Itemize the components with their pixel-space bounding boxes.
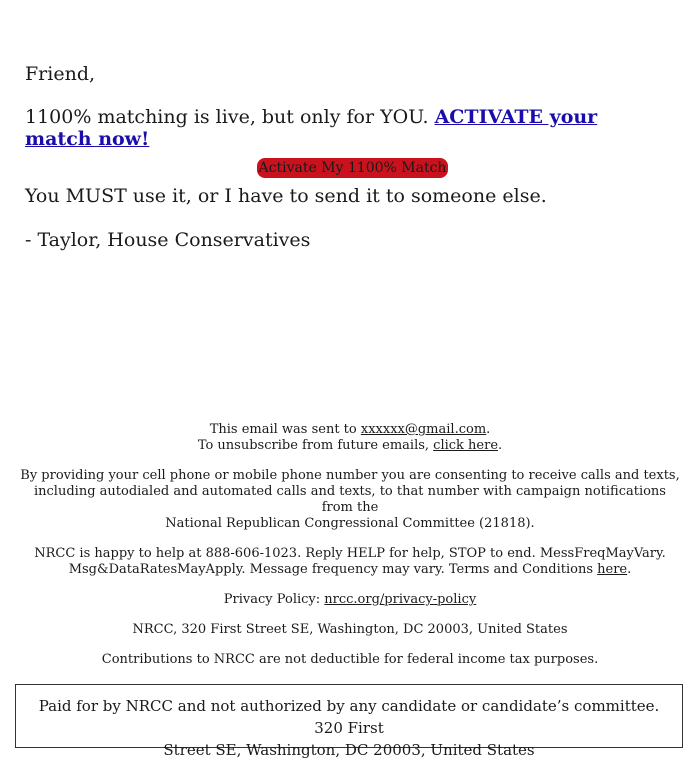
consent-notice (20, 468, 680, 532)
unsubscribe-period: . (498, 438, 503, 453)
activate-match-link[interactable]: ACTIVATE your match now! (25, 106, 598, 150)
consent-line-2: including autodialed and automated calls and texts, to that number with campaign notifications from the (34, 484, 666, 515)
cta-button-wrapper (60, 157, 645, 179)
help-line-2 (20, 562, 680, 578)
match-text: 1100% matching is live, but only for YOU. (25, 106, 435, 128)
sent-to-period: . (486, 422, 491, 437)
terms-link[interactable]: here (597, 562, 628, 577)
consent-line-3: National Republican Congressional Committee (21818). (165, 516, 535, 531)
privacy-line (20, 592, 680, 608)
help-line-1: NRCC is happy to help at 888-606-1023. Reply HELP for help, STOP to end. MessFreqMayVary. (34, 546, 666, 561)
help-notice (20, 546, 680, 578)
disclaimer-line-1: Paid for by NRCC and not authorized by any candidate or candidate’s committee. 320 First (38, 697, 660, 737)
unsubscribe-link[interactable]: click here (433, 438, 499, 453)
greeting: Friend, (25, 63, 96, 85)
terms-label: Msg&DataRatesMayApply. Message frequency may vary. Terms and Conditions (68, 562, 598, 577)
privacy-policy-link[interactable]: nrcc.org/privacy-policy (324, 592, 477, 607)
match-paragraph (25, 106, 645, 150)
sent-to-label: This email was sent to (209, 422, 361, 437)
recipient-email-link[interactable]: xxxxxx@gmail.com (360, 422, 487, 437)
signature: - Taylor, House Conservatives (25, 229, 311, 251)
postal-address: NRCC, 320 First Street SE, Washington, DC 20003, United States (132, 622, 568, 637)
sent-to-line (20, 422, 680, 438)
email-footer (20, 422, 680, 682)
activate-match-button[interactable]: Activate My 1100% Match (258, 160, 447, 176)
unsubscribe-line (20, 438, 680, 454)
paid-for-disclaimer (15, 684, 683, 759)
urgency-paragraph: You MUST use it, or I have to send it to someone else. (25, 185, 547, 207)
privacy-label: Privacy Policy: (223, 592, 325, 607)
disclaimer-line-2: Street SE, Washington, DC 20003, United States (163, 741, 535, 759)
tax-disclaimer: Contributions to NRCC are not deductible for federal income tax purposes. (101, 652, 599, 667)
terms-period: . (627, 562, 632, 577)
footer-recipient-block (20, 422, 680, 454)
consent-line-1: By providing your cell phone or mobile phone number you are consenting to receive calls and texts, (20, 468, 680, 483)
unsubscribe-label: To unsubscribe from future emails, (197, 438, 434, 453)
email-body (25, 62, 645, 252)
